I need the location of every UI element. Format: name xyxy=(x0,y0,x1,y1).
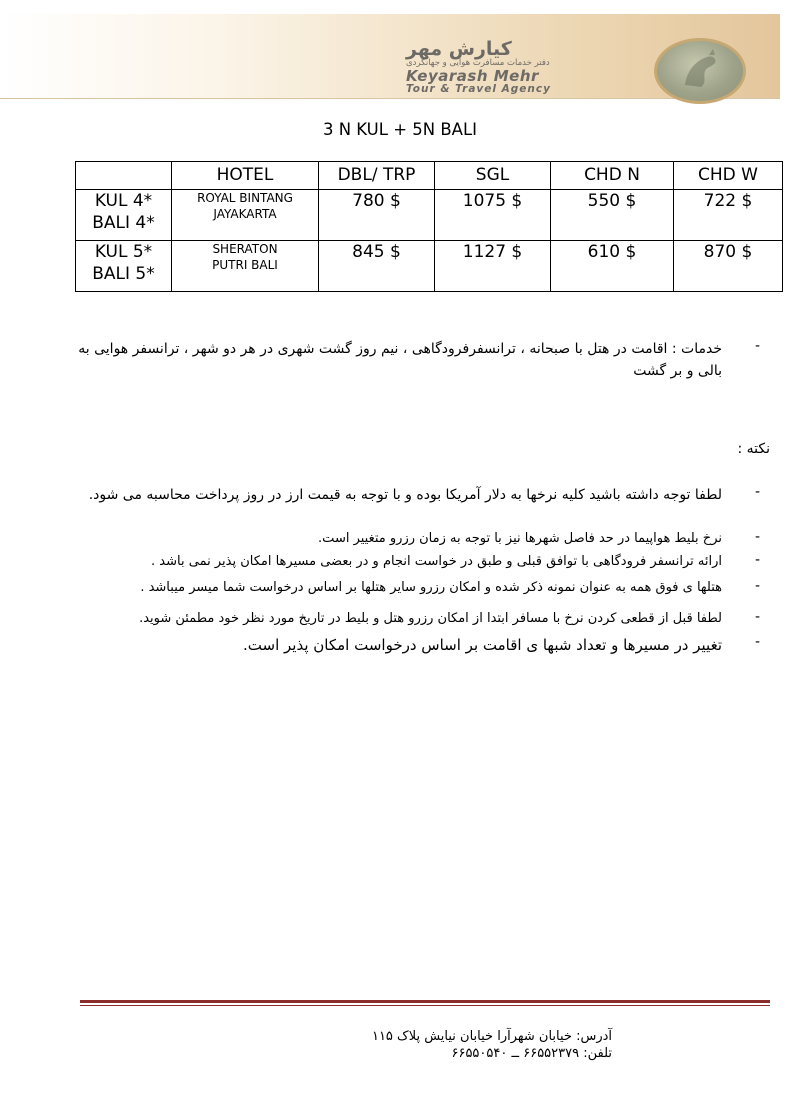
footer-divider xyxy=(80,1000,770,1003)
destination-cell xyxy=(76,241,172,292)
price-dbl-cell: 845 $ xyxy=(319,241,435,292)
bullet-dash: - xyxy=(754,484,760,500)
logo-persian-subtitle: دفتر خدمات مسافرت هوایی و جهانگردی xyxy=(406,58,550,68)
note-item xyxy=(60,484,760,506)
price-sgl-cell: 1127 $ xyxy=(435,241,551,292)
note-item xyxy=(60,578,760,598)
hotel-name-line: JAYAKARTA xyxy=(213,207,277,221)
header-cell-hotel: HOTEL xyxy=(172,162,319,190)
table-row xyxy=(76,190,783,241)
note-heading: نکته : xyxy=(737,441,770,457)
footer-contact xyxy=(372,1028,612,1062)
destination-line: KUL 5* xyxy=(94,242,153,262)
note-item xyxy=(60,634,760,656)
hotel-name-line: PUTRI BALI xyxy=(212,258,278,272)
logo-english-subtitle: Tour & Travel Agency xyxy=(406,83,551,95)
price-sgl-cell: 1075 $ xyxy=(435,190,551,241)
services-item xyxy=(60,338,760,382)
bullet-dash: - xyxy=(754,634,760,650)
horse-emblem-icon xyxy=(654,38,746,104)
note-text: نرخ بلیط هواپیما در حد فاصل شهرها نیز با توجه به زمان رزرو متغییر است. xyxy=(318,531,722,546)
note-text: لطفا توجه داشته باشید کلیه نرخها به دلار آمریکا بوده و با توجه به قیمت ارز در روز پرداخت محاسبه می شود. xyxy=(88,487,722,503)
hotel-name-line: SHERATON xyxy=(212,242,278,256)
note-item xyxy=(60,529,760,549)
destination-line: BALI 5* xyxy=(92,264,155,284)
footer-divider xyxy=(80,1005,770,1006)
hotel-name-line: ROYAL BINTANG xyxy=(197,191,293,205)
note-text: لطفا قبل از قطعی کردن نرخ با مسافر ابتدا از امکان رزرو هتل و بلیط در تاریخ مورد نظر خود مطمئن شوید. xyxy=(139,611,722,626)
note-text: ارائه ترانسفر فرودگاهی با توافق قبلی و طبق در خواست انجام و در بعضی مسیرها امکان پذیر نمی باشد . xyxy=(151,554,722,569)
price-chd-w-cell: 722 $ xyxy=(674,190,783,241)
price-chd-n-cell: 550 $ xyxy=(551,190,674,241)
destination-cell xyxy=(76,190,172,241)
destination-line: KUL 4* xyxy=(94,191,153,211)
bullet-dash: - xyxy=(754,609,760,625)
bullet-dash: - xyxy=(754,552,760,568)
header-cell-dbl-trp: DBL/ TRP xyxy=(319,162,435,190)
logo-persian-name: کیارش مهر xyxy=(406,38,512,60)
services-text: خدمات : اقامت در هتل با صبحانه ، ترانسفرفرودگاهی ، نیم روز گشت شهری در هر دو شهر ، ترانسفر هوایی به بالی و بر گشت xyxy=(78,341,722,379)
note-text: تغییر در مسیرها و تعداد شبها ی اقامت بر اساس درخواست امکان پذیر است. xyxy=(243,636,722,654)
header-cell-chd-n: CHD N xyxy=(551,162,674,190)
package-title: 3 N KUL + 5N BALI xyxy=(322,120,478,139)
header-cell-chd-w: CHD W xyxy=(674,162,783,190)
footer-address: آدرس: خیابان شهرآرا خیابان نیایش پلاک ۱۱۵ xyxy=(371,1029,612,1044)
letterhead-banner xyxy=(0,14,780,99)
price-chd-n-cell: 610 $ xyxy=(551,241,674,292)
hotel-cell xyxy=(172,190,319,241)
price-dbl-cell: 780 $ xyxy=(319,190,435,241)
bullet-dash: - xyxy=(754,338,760,354)
header-cell-destination xyxy=(76,162,172,190)
table-row xyxy=(76,241,783,292)
footer-phone: تلفن: ۶۶۵۵۲۳۷۹ ــ ۶۶۵۵۰۵۴۰ xyxy=(451,1046,612,1061)
table-header-row xyxy=(76,162,783,190)
agency-logo-text xyxy=(406,40,636,95)
note-item xyxy=(60,552,760,572)
header-cell-sgl: SGL xyxy=(435,162,551,190)
note-item xyxy=(60,609,760,629)
price-chd-w-cell: 870 $ xyxy=(674,241,783,292)
bullet-dash: - xyxy=(754,578,760,594)
logo-english-name: Keyarash Mehr xyxy=(406,67,539,85)
note-text: هتلها ی فوق همه به عنوان نمونه ذکر شده و امکان رزرو سایر هتلها بر اساس درخواست شما میسر میباشد . xyxy=(140,580,722,595)
destination-line: BALI 4* xyxy=(92,213,155,233)
hotel-cell xyxy=(172,241,319,292)
bullet-dash: - xyxy=(754,529,760,545)
price-table xyxy=(75,161,783,292)
